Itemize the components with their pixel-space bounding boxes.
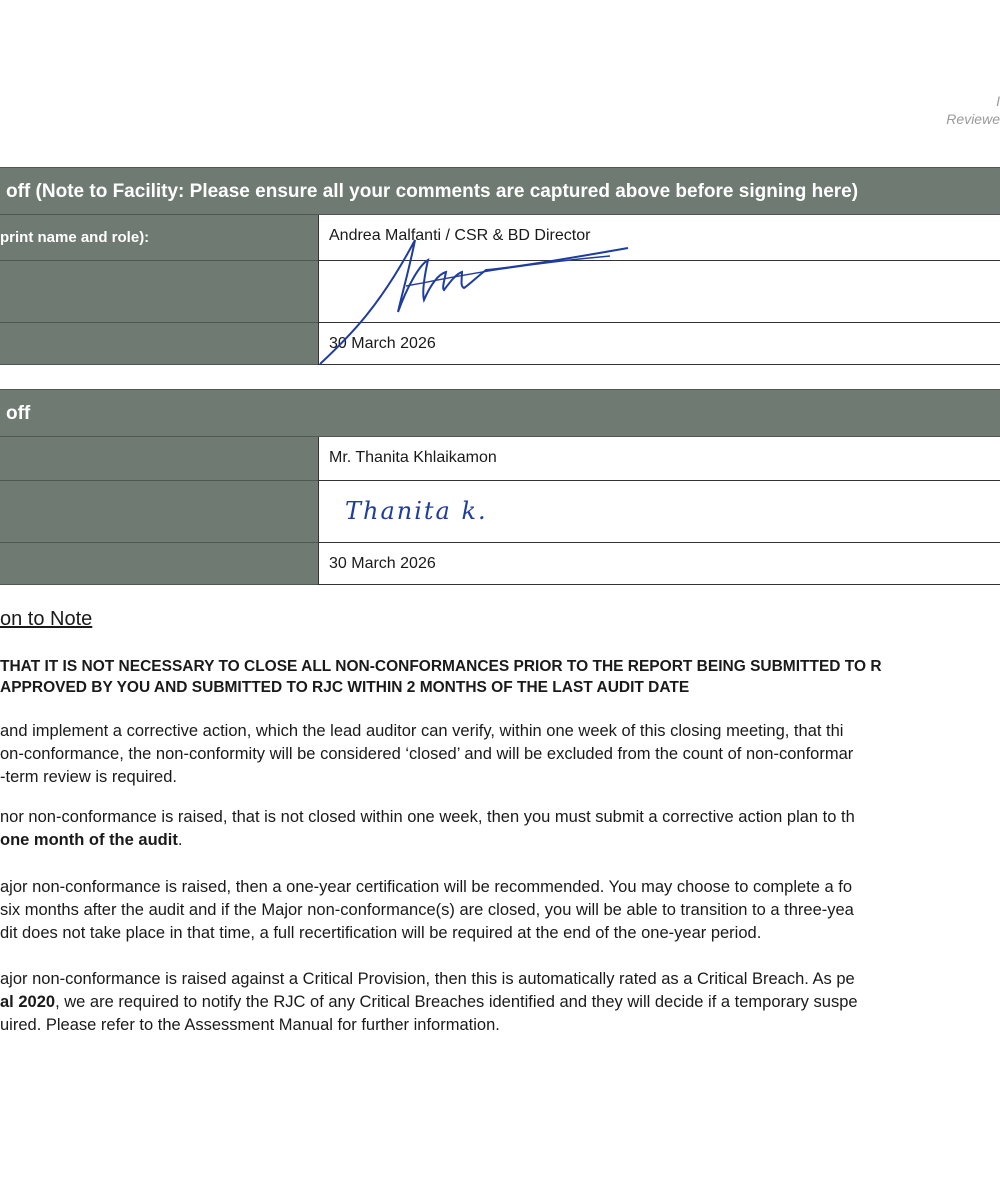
facility-name-value[interactable]: Andrea Malfanti / CSR & BD Director: [318, 215, 1000, 261]
p3-line-3: dit does not take place in that time, a full recertification will be required at the end of the one-year period.: [0, 924, 762, 942]
auditor-signature-field[interactable]: [318, 481, 1000, 543]
p1-line-2: on-conformance, the non-conformity will be considered ‘closed’ and will be excluded from the count of non-conformar: [0, 745, 854, 763]
p3-line-2: six months after the audit and if the Major non-conformance(s) are closed, you will be able to transition to a three-yea: [0, 901, 854, 919]
notes-title: on to Note: [0, 608, 93, 630]
note-paragraph-3: [0, 876, 1000, 945]
auditor-signature-row: [0, 481, 1000, 543]
p1-line-1: and implement a corrective action, which the lead auditor can verify, within one week of this closing meeting, that thi: [0, 722, 844, 740]
p2-end: .: [177, 831, 183, 849]
p2-line-1: nor non-conformance is raised, that is not closed within one week, then you must submit a corrective action plan to th: [0, 808, 855, 826]
facility-date-label: [0, 323, 318, 365]
auditor-handwritten-signature: Thanita k.: [345, 497, 488, 525]
facility-date-value[interactable]: 30 March 2026: [318, 323, 1000, 365]
facility-name-label: print name and role):: [0, 215, 318, 261]
p4-line-1: ajor non-conformance is raised against a Critical Provision, then this is automatically rated as a Critical Breach. As pe: [0, 970, 855, 988]
p4-bold: al 2020: [0, 993, 56, 1011]
handwritten-signature-icon: [310, 226, 640, 366]
auditor-name-row: [0, 437, 1000, 481]
facility-signoff-header: [0, 167, 1000, 215]
header-line-1: I: [996, 93, 1000, 109]
note-paragraph-1: [0, 720, 1000, 789]
p2-line-2: [0, 829, 1000, 852]
auditor-signoff-title: off: [6, 403, 31, 424]
p3-line-1: ajor non-conformance is raised, then a one-year certification will be recommended. You may choose to complete a fo: [0, 878, 853, 896]
header-line-2: Reviewe: [946, 111, 1000, 127]
p4-line-3: uired. Please refer to the Assessment Manual for further information.: [0, 1016, 500, 1034]
auditor-name-label: [0, 437, 318, 481]
facility-signature-label: [0, 261, 318, 323]
auditor-name-value[interactable]: Mr. Thanita Khlaikamon: [318, 437, 1000, 481]
auditor-date-label: [0, 543, 318, 585]
auditor-signoff-header: [0, 389, 1000, 437]
caps-line-2: APPROVED BY YOU AND SUBMITTED TO RJC WITHIN 2 MONTHS OF THE LAST AUDIT DATE: [0, 679, 690, 696]
p2-bold: one month of the audit: [0, 831, 178, 849]
auditor-date-row: [0, 543, 1000, 585]
note-paragraph-4: [0, 968, 1000, 1037]
note-paragraph-2: [0, 806, 1000, 852]
p4-end: , we are required to notify the RJC of any Critical Breaches identified and they will decide if a temporary suspe: [55, 993, 858, 1011]
p1-line-3: -term review is required.: [0, 768, 177, 786]
auditor-signature-label: [0, 481, 318, 543]
notes-caps-warning: [0, 656, 1000, 698]
facility-signoff-title: off (Note to Facility: Please ensure all your comments are captured above before signing here): [6, 181, 859, 202]
header-reference: [946, 92, 1000, 128]
p4-line-2: [0, 991, 1000, 1014]
caps-line-1: THAT IT IS NOT NECESSARY TO CLOSE ALL NON-CONFORMANCES PRIOR TO THE REPORT BEING SUBMITTED TO R: [0, 658, 882, 675]
auditor-date-value[interactable]: 30 March 2026: [318, 543, 1000, 585]
